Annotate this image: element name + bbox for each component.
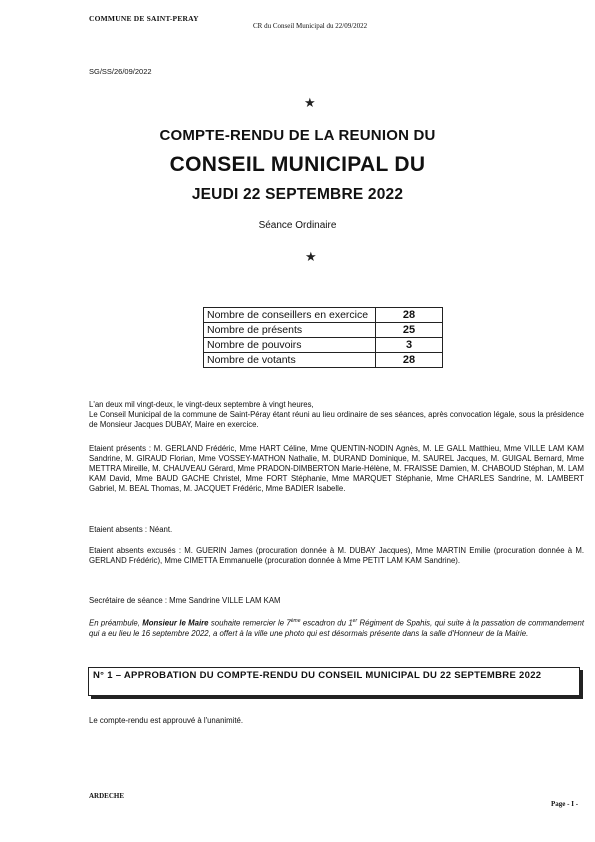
star-icon: ★	[305, 249, 317, 264]
excuses-paragraph	[89, 546, 584, 566]
stat-label: Nombre de présents	[204, 323, 376, 338]
presents-paragraph	[89, 444, 584, 494]
stat-value: 28	[376, 308, 443, 323]
absents-paragraph	[89, 525, 584, 535]
preambule-mayor: Monsieur le Maire	[142, 618, 209, 628]
absents-text: Etaient absents : Néant.	[89, 525, 173, 534]
stat-label: Nombre de pouvoirs	[204, 338, 376, 353]
intro-paragraph	[89, 400, 584, 430]
preambule-sup-2: er	[352, 618, 358, 624]
secretaire-text: Secrétaire de séance : Mme Sandrine VILLE LAM KAM	[89, 596, 281, 605]
preambule-sup-1: ème	[290, 618, 301, 624]
cr-header-title: CR du Conseil Municipal du 22/09/2022	[253, 22, 368, 30]
secretaire-paragraph	[89, 596, 584, 606]
title-line-2: CONSEIL MUNICIPAL DU	[169, 153, 426, 176]
preambule-part-1: souhaite remercier le 7	[208, 618, 291, 628]
stat-value: 25	[376, 323, 443, 338]
intro-line-2: Le Conseil Municipal de la commune de Saint-Péray étant réuni au lieu ordinaire de ses séances, après convocation légale, sous la présidence de Monsieur Jacques DUBAY, Maire en exercice.	[89, 410, 584, 430]
attendance-table	[203, 307, 443, 368]
section-1-result: Le compte-rendu est approuvé à l'unanimité.	[89, 716, 244, 725]
stat-label: Nombre de votants	[204, 353, 376, 368]
star-icon: ★	[304, 95, 316, 110]
table-row	[204, 338, 443, 353]
section-1-title: N° 1 – APPROBATION DU COMPTE-RENDU DU CONSEIL MUNICIPAL DU 22 SEPTEMBRE 2022	[88, 667, 580, 696]
commune-name: COMMUNE DE SAINT-PERAY	[89, 14, 199, 23]
stat-value: 3	[376, 338, 443, 353]
title-line-3: JEUDI 22 SEPTEMBRE 2022	[191, 186, 404, 203]
document-reference: SG/SS/26/09/2022	[89, 67, 152, 76]
preambule-paragraph	[89, 616, 584, 639]
preambule-lead: En préambule,	[89, 618, 143, 628]
preambule-part-3: Régiment de Spahis, qui suite à la passation de commandement qui a eu lieu le 16 septembre 2022, a offert à la ville une photo qui est désormais présente dans la salle d'Honneur de la Mairie.	[89, 618, 584, 638]
excuses-text: Etaient absents excusés : M. GUERIN James (procuration donnée à M. DUBAY Jacques), Mme MARTIN Emilie (procuration donnée à M. GERLAND Frédéric), Mme CIMETTA Emmanuelle (procuration donnée à Mme PETIT LAM KAM Sandrine).	[89, 546, 584, 566]
table-row	[204, 308, 443, 323]
preambule-part-2: escadron du 1	[300, 618, 353, 628]
preambule-text	[89, 616, 584, 639]
presents-text: Etaient présents : M. GERLAND Frédéric, Mme HART Céline, Mme QUENTIN-NODIN Agnès, M. LE GALL Matthieu, Mme VILLE LAM KAM Sandrine, M. GIRAUD Florian, Mme VOSSEY-MATHON Nathalie, M. DURAND Dominique, M. SAUREL Jacques, M. GUIGAL Bernard, Mme METTRA Mireille, M. CHAUVEAU Gérard, Mme PRADON-DIMBERTON Marie-Hélène, M. FRAISSE Damien, M. CHABOUD Stéphan, M. LAM KAM David, Mme BAUD GACHE Christel, Mme FORT Stéphanie, Mme MARQUET Stéphanie, Mme CHARLES Sandrine, M. LAMBERT Gabriel, M. BEAL Thomas, M. JACQUET Frédéric, Mme BADIER Isabelle.	[89, 444, 584, 494]
table-row	[204, 353, 443, 368]
stat-label: Nombre de conseillers en exercice	[204, 308, 376, 323]
table-row	[204, 323, 443, 338]
session-type: Séance Ordinaire	[258, 220, 337, 231]
page-number: Page - I -	[551, 800, 579, 808]
stat-value: 28	[376, 353, 443, 368]
department-footer: ARDECHE	[89, 792, 125, 800]
title-line-1: COMPTE-RENDU DE LA REUNION DU	[159, 127, 436, 144]
intro-line-1: L'an deux mil vingt-deux, le vingt-deux septembre à vingt heures,	[89, 400, 314, 409]
